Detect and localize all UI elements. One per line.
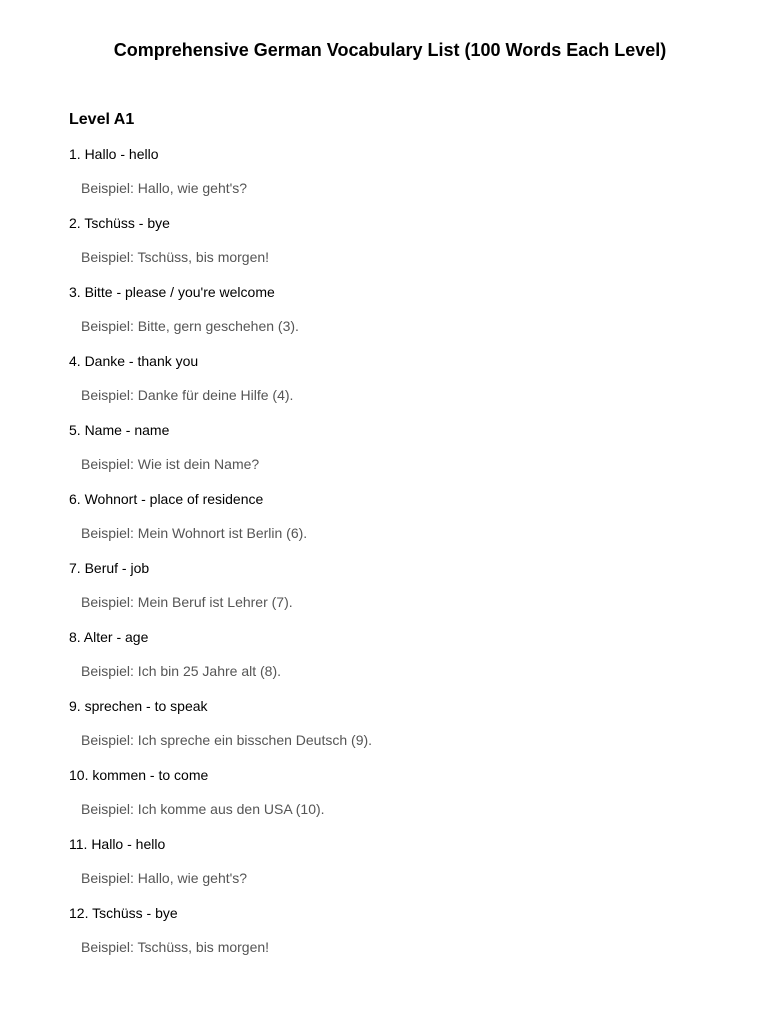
vocabulary-term: 3. Bitte - please / you're welcome [69,284,275,300]
vocabulary-entry [69,559,719,628]
example-sentence: Beispiel: Wie ist dein Name? [81,456,260,472]
vocabulary-entry [69,283,719,352]
vocabulary-term: 4. Danke - thank you [69,353,199,369]
example-sentence: Beispiel: Ich komme aus den USA (10). [81,801,325,817]
example-sentence: Beispiel: Tschüss, bis morgen! [81,249,270,265]
vocabulary-entry [69,697,719,766]
vocabulary-entry [69,214,719,283]
vocabulary-term: 1. Hallo - hello [69,146,159,162]
level-heading: Level A1 [69,111,135,128]
vocabulary-term: 11. Hallo - hello [69,836,166,852]
vocabulary-entry [69,628,719,697]
vocabulary-entry [69,835,719,904]
vocabulary-term: 5. Name - name [69,422,170,438]
example-sentence: Beispiel: Hallo, wie geht's? [81,870,248,886]
vocabulary-term: 12. Tschüss - bye [69,905,178,921]
vocabulary-entry [69,766,719,835]
vocabulary-entry [69,421,719,490]
vocabulary-entry [69,145,719,214]
vocabulary-term: 10. kommen - to come [69,767,209,783]
vocabulary-term: 2. Tschüss - bye [69,215,170,231]
vocabulary-list [69,145,719,973]
example-sentence: Beispiel: Ich spreche ein bisschen Deutsch (9). [81,732,373,748]
example-sentence: Beispiel: Tschüss, bis morgen! [81,939,270,955]
example-sentence: Beispiel: Ich bin 25 Jahre alt (8). [81,663,281,679]
vocabulary-term: 6. Wohnort - place of residence [69,491,264,507]
vocabulary-entry [69,490,719,559]
example-sentence: Beispiel: Bitte, gern geschehen (3). [81,318,299,334]
example-sentence: Beispiel: Mein Wohnort ist Berlin (6). [81,525,308,541]
vocabulary-term: 9. sprechen - to speak [69,698,208,714]
example-sentence: Beispiel: Danke für deine Hilfe (4). [81,387,294,403]
document-title: Comprehensive German Vocabulary List (100 Words Each Level) [113,40,667,60]
example-sentence: Beispiel: Hallo, wie geht's? [81,180,248,196]
vocabulary-entry [69,352,719,421]
vocabulary-entry [69,904,719,973]
vocabulary-term: 7. Beruf - job [69,560,150,576]
vocabulary-term: 8. Alter - age [69,629,149,645]
example-sentence: Beispiel: Mein Beruf ist Lehrer (7). [81,594,293,610]
